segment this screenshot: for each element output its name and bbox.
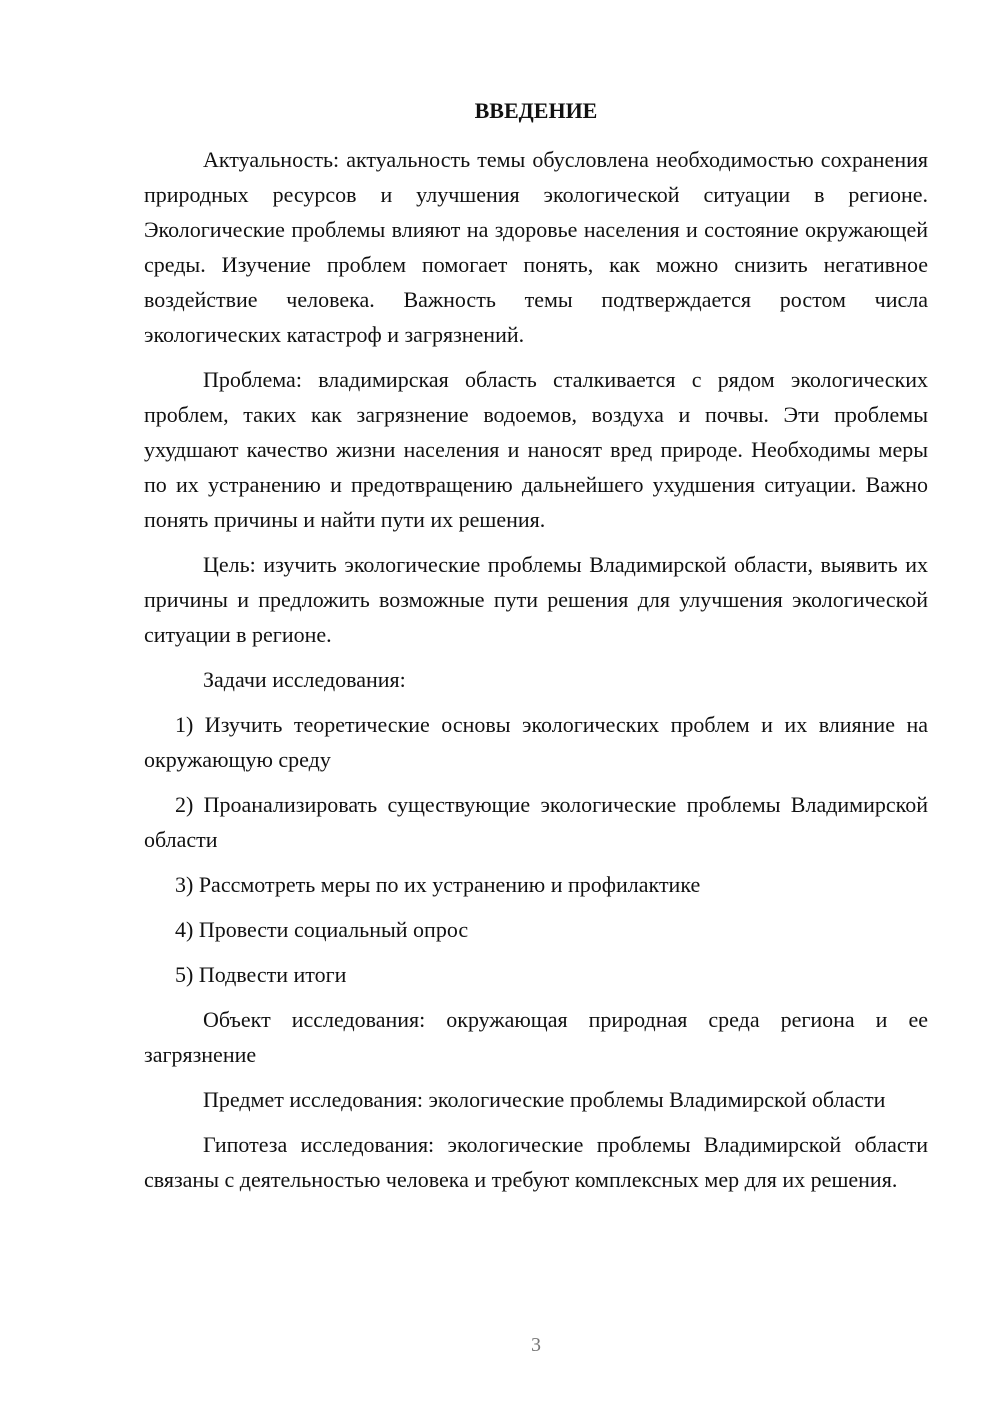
goal-paragraph: Цель: изучить экологические проблемы Владимирской области, выявить их причины и предложить возможные пути решения для улучшения экологической ситуации в регионе. [144,552,928,647]
section-title: ВВЕДЕНИЕ [474,98,598,123]
hypothesis-paragraph: Гипотеза исследования: экологические проблемы Владимирской области связаны с деятельностью человека и требуют комплексных мер для их решения. [144,1132,928,1192]
relevance-paragraph: Актуальность: актуальность темы обусловлена необходимостью сохранения природных ресурсов и улучшения экологической ситуации в регионе. Экологические проблемы влияют на здоровье населения и состояние окружающей среды. Изучение проблем помогает понять, как можно снизить негативное воздействие человека. Важность темы подтверждается ростом числа экологических катастроф и загрязнений. [144,147,928,347]
tasks-heading: Задачи исследования: [203,667,406,692]
page-number: 3 [531,1334,541,1356]
task-item: 1) Изучить теоретические основы экологических проблем и их влияние на окружающую среду [144,712,928,772]
problem-paragraph: Проблема: владимирская область сталкивается с рядом экологических проблем, таких как загрязнение водоемов, воздуха и почвы. Эти проблемы ухудшают качество жизни населения и наносят вред природе. Необходимы меры по их устранению и предотвращению дальнейшего ухудшения ситуации. Важно понять причины и найти пути их решения. [144,367,928,532]
section-body [144,142,928,1207]
task-item: 3) Рассмотреть меры по их устранению и профилактике [175,872,701,897]
subject-paragraph: Предмет исследования: экологические проблемы Владимирской области [203,1087,886,1112]
task-item: 4) Провести социальный опрос [175,917,469,942]
task-item: 2) Проанализировать существующие экологические проблемы Владимирской области [144,792,928,852]
object-paragraph: Объект исследования: окружающая природная среда региона и ее загрязнение [144,1007,928,1067]
task-item: 5) Подвести итоги [175,962,347,987]
